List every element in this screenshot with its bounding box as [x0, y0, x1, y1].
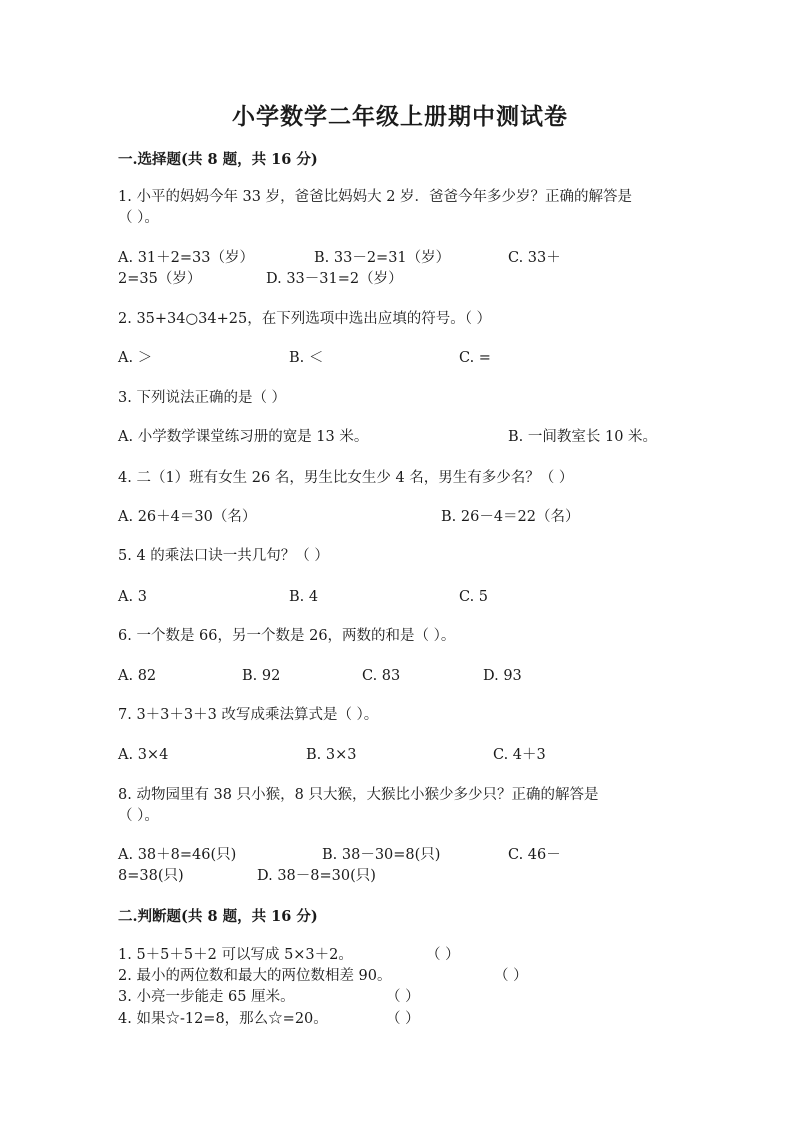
question-7-option-b: B. 3×3	[306, 747, 357, 763]
judge-item-1	[118, 945, 353, 965]
judge-item-4-text: 4. 如果☆-12=8，那么☆=20。	[118, 1011, 328, 1027]
question-3-text: 3. 下列说法正确的是（ ）	[118, 390, 287, 406]
question-1-option-d: D. 33－31=2（岁）	[266, 271, 403, 287]
question-3-option-a: A. 小学数学课堂练习册的宽是 13 米。	[118, 429, 369, 445]
section-heading-choice: 一.选择题(共 8 题，共 16 分)	[118, 151, 318, 168]
question-2-option-a: A. ＞	[118, 350, 153, 366]
question-1-line1: 1. 小平的妈妈今年 33 岁，爸爸比妈妈大 2 岁．爸爸今年多少岁？正确的解答是	[118, 189, 633, 205]
question-6-text: 6. 一个数是 66，另一个数是 26，两数的和是（ ）。	[118, 628, 456, 644]
question-1-option-b: B. 33－2=31（岁）	[314, 250, 451, 266]
question-8-line1: 8. 动物园里有 38 只小猴，8 只大猴，大猴比小猴少多少只？正确的解答是	[118, 787, 599, 803]
question-8-line2: （ ）。	[118, 808, 159, 824]
question-1-line2: （ ）。	[118, 210, 159, 226]
question-4-option-a: A. 26＋4＝30（名）	[118, 509, 257, 525]
question-6-option-c: C. 83	[362, 668, 401, 684]
question-5-text: 5. 4 的乘法口诀一共几句？（ ）	[118, 548, 329, 564]
question-8-option-d: D. 38－8=30(只)	[257, 868, 376, 884]
question-6-option-a: A. 82	[118, 668, 157, 684]
question-8-option-b: B. 38－30=8(只)	[322, 847, 441, 863]
judge-item-4	[118, 1009, 328, 1029]
judge-item-3-text: 3. 小亮一步能走 65 厘米。	[118, 989, 295, 1005]
question-5-option-a: A. 3	[118, 589, 147, 605]
judge-item-1-answer[interactable]: （ ）	[426, 947, 460, 963]
judge-item-2	[118, 966, 392, 986]
question-1-option-a: A. 31＋2=33（岁）	[118, 250, 254, 266]
question-2-option-c: C. =	[459, 350, 491, 366]
question-8-option-a: A. 38＋8=46(只)	[118, 847, 237, 863]
question-5-option-c: C. 5	[459, 589, 489, 605]
judge-item-2-answer[interactable]: （ ）	[494, 968, 528, 984]
question-1-option-c: C. 33＋	[508, 250, 561, 266]
question-2-text: 2. 35+34○34+25，在下列选项中选出应填的符号。（ ）	[118, 311, 492, 327]
question-2-option-b: B. ＜	[289, 350, 324, 366]
question-5-option-b: B. 4	[289, 589, 319, 605]
judge-item-1-text: 1. 5＋5＋5＋2 可以写成 5×3＋2。	[118, 947, 353, 963]
question-4-option-b: B. 26－4＝22（名）	[441, 509, 580, 525]
judge-item-4-answer[interactable]: （ ）	[386, 1011, 420, 1027]
page-title: 小学数学二年级上册期中测试卷	[232, 103, 568, 130]
question-4-text: 4. 二（1）班有女生 26 名，男生比女生少 4 名，男生有多少名？（ ）	[118, 470, 574, 486]
question-1-option-c-cont: 2=35（岁）	[118, 271, 202, 287]
question-8-option-c-cont: 8=38(只)	[118, 868, 184, 884]
question-7-option-a: A. 3×4	[118, 747, 169, 763]
question-7-text: 7. 3＋3＋3＋3 改写成乘法算式是（ ）。	[118, 707, 379, 723]
question-7-option-c: C. 4＋3	[493, 747, 546, 763]
question-8-option-c: C. 46－	[508, 847, 561, 863]
judge-item-2-text: 2. 最小的两位数和最大的两位数相差 90。	[118, 968, 392, 984]
question-3-option-b: B. 一间教室长 10 米。	[508, 429, 658, 445]
judge-item-3-answer[interactable]: （ ）	[386, 989, 420, 1005]
judge-item-3	[118, 987, 295, 1007]
section-heading-judge: 二.判断题(共 8 题，共 16 分)	[118, 908, 318, 925]
question-6-option-d: D. 93	[483, 668, 522, 684]
question-6-option-b: B. 92	[242, 668, 281, 684]
